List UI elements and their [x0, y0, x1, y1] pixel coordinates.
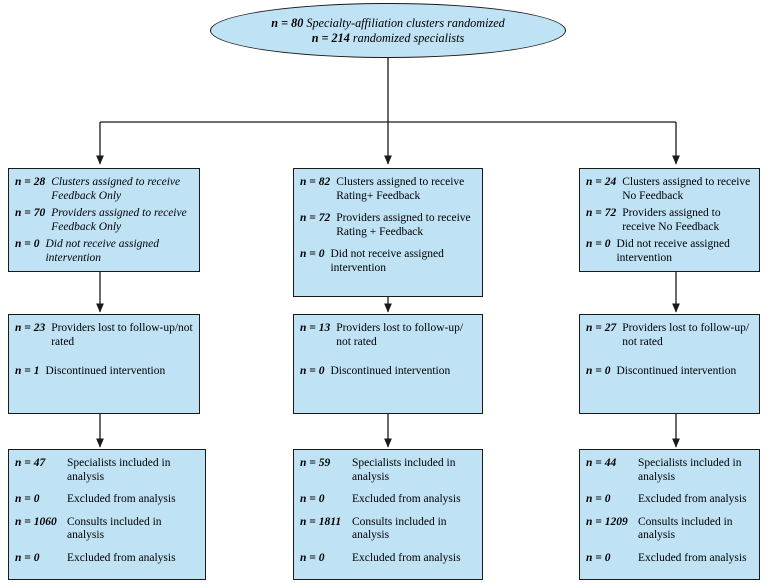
row-n: n = 0: [586, 493, 611, 506]
analysis-row: [300, 516, 476, 543]
allocation-box-feedback-only: [8, 168, 200, 272]
row-n: n = 44: [586, 457, 617, 469]
analysis-row: [586, 457, 753, 484]
analysis-row: [586, 493, 753, 507]
row-n: n = 0: [586, 365, 611, 378]
row-n: n = 0: [300, 493, 325, 506]
allocation-row: [586, 238, 753, 265]
analysis-row: [15, 493, 199, 507]
row-text: Providers lost to follow-up/ not rated: [622, 322, 750, 348]
analysis-row: [15, 457, 199, 484]
randomization-line-2-text: randomized specialists: [352, 30, 465, 45]
allocation-row: [586, 176, 753, 203]
row-n: n = 59: [300, 457, 331, 469]
row-text: Excluded from analysis: [638, 493, 747, 506]
row-n: n = 72: [586, 207, 617, 220]
row-n: n = 82: [300, 176, 331, 188]
followup-box-no-feedback: [579, 314, 760, 414]
row-text: Did not receive assigned intervention: [45, 238, 160, 264]
row-text: Providers lost to follow-up/ not rated: [336, 322, 464, 348]
row-text: Clusters assigned to receive No Feedback: [622, 176, 751, 202]
row-n: n = 47: [15, 457, 46, 469]
row-n: n = 27: [586, 322, 617, 334]
analysis-row: [586, 552, 753, 566]
row-text: Discontinued intervention: [330, 365, 451, 378]
row-text: Providers assigned to receive Rating + Feedback: [336, 212, 471, 238]
analysis-row: [300, 457, 476, 484]
row-n: n = 0: [586, 238, 611, 251]
row-text: Did not receive assigned intervention: [616, 238, 730, 264]
row-text: Did not receive assigned intervention: [330, 248, 444, 274]
allocation-row: [300, 176, 476, 203]
row-text: Excluded from analysis: [638, 551, 747, 564]
row-text: Discontinued intervention: [45, 365, 166, 378]
row-text: Excluded from analysis: [67, 493, 176, 506]
row-n: n = 0: [300, 365, 325, 378]
row-text: Providers assigned to receive No Feedback: [622, 207, 721, 233]
analysis-row: [586, 516, 753, 543]
analysis-box-rating-plus-feedback: [293, 449, 483, 580]
randomization-line-2-n: n = 214: [311, 30, 350, 45]
analysis-row: [15, 552, 199, 566]
analysis-box-feedback-only: [8, 449, 206, 580]
analysis-row: [300, 552, 476, 566]
analysis-box-no-feedback: [579, 449, 760, 580]
row-n: n = 1060: [15, 515, 57, 528]
analysis-row: [15, 516, 199, 543]
followup-row: [586, 365, 753, 379]
row-n: n = 0: [15, 238, 40, 251]
allocation-row: [300, 248, 476, 275]
allocation-row: [300, 212, 476, 239]
allocation-row: [586, 207, 753, 234]
randomization-line-1-n: n = 80: [271, 16, 304, 31]
row-n: n = 1: [15, 365, 40, 378]
row-n: n = 70: [15, 207, 46, 220]
allocation-box-no-feedback: [579, 168, 760, 272]
row-text: Excluded from analysis: [352, 493, 461, 506]
row-text: Discontinued intervention: [616, 365, 737, 378]
allocation-box-rating-plus-feedback: [293, 168, 483, 297]
row-n: n = 28: [15, 176, 46, 188]
randomization-node: [210, 3, 566, 58]
row-text: Consults included in analysis: [638, 515, 733, 542]
followup-box-feedback-only: [8, 314, 200, 414]
followup-row: [300, 365, 476, 379]
row-text: Specialists included in analysis: [638, 457, 742, 483]
row-text: Excluded from analysis: [352, 551, 461, 564]
row-text: Providers assigned to receive Feedback Only: [51, 207, 187, 233]
analysis-row: [300, 493, 476, 507]
row-text: Clusters assigned to receive Rating+ Feedback: [336, 176, 465, 202]
row-text: Consults included in analysis: [67, 515, 162, 542]
row-n: n = 0: [300, 248, 325, 261]
row-n: n = 0: [586, 551, 611, 564]
row-n: n = 13: [300, 322, 331, 334]
row-text: Excluded from analysis: [67, 551, 176, 564]
row-text: Providers lost to follow-up/not rated: [51, 322, 193, 348]
row-n: n = 0: [300, 551, 325, 564]
followup-box-rating-plus-feedback: [293, 314, 483, 414]
allocation-row: [15, 238, 193, 265]
row-n: n = 23: [15, 322, 46, 334]
allocation-row: [15, 207, 193, 234]
followup-row: [15, 365, 193, 379]
row-text: Clusters assigned to receive Feedback Only: [51, 176, 181, 202]
row-text: Consults included in analysis: [352, 515, 447, 542]
randomization-line-2: [271, 31, 504, 45]
row-text: Specialists included in analysis: [67, 457, 171, 483]
followup-row: [15, 322, 193, 349]
row-n: n = 0: [15, 493, 40, 506]
followup-row: [586, 322, 753, 349]
followup-row: [300, 322, 476, 349]
randomization-line-1-text: Specialty-affiliation clusters randomized: [306, 16, 505, 31]
row-n: n = 1209: [586, 515, 628, 528]
row-n: n = 24: [586, 176, 617, 188]
allocation-row: [15, 176, 193, 203]
row-n: n = 0: [15, 551, 40, 564]
row-n: n = 1811: [300, 515, 342, 528]
row-n: n = 72: [300, 212, 331, 225]
randomization-line-1: [271, 16, 504, 30]
row-text: Specialists included in analysis: [352, 457, 456, 483]
